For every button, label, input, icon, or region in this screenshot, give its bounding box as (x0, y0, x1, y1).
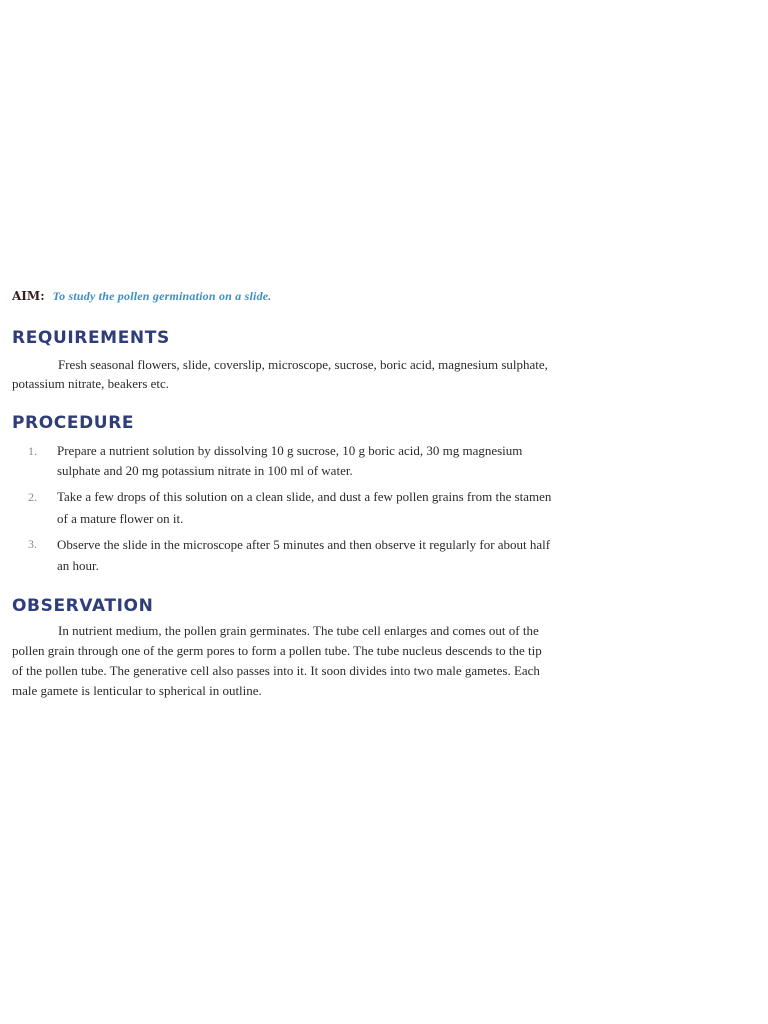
aim-label: AIM: (12, 289, 45, 303)
observation-line-4: male gamete is lenticular to spherical in outline. (12, 683, 262, 698)
aim-text: To study the pollen germination on a slide. (52, 289, 272, 303)
procedure-step-3-line-1: Observe the slide in the microscope after 5 minutes and then observe it regularly for about half (57, 537, 551, 552)
observation-line-1: In nutrient medium, the pollen grain germinates. The tube cell enlarges and comes out of the (58, 623, 539, 638)
observation-line-3: of the pollen tube. The generative cell also passes into it. It soon divides into two male gametes. Each (12, 663, 540, 678)
procedure-step-1-line-2: sulphate and 20 mg potassium nitrate in 100 ml of water. (57, 463, 353, 478)
requirements-heading: REQUIREMENTS (12, 328, 170, 348)
procedure-step-1-number: 1. (28, 444, 37, 458)
procedure-step-3-number: 3. (28, 537, 37, 551)
procedure-step-1-line-1: Prepare a nutrient solution by dissolving 10 g sucrose, 10 g boric acid, 30 mg magnesium (57, 443, 523, 458)
procedure-step-2-line-2: of a mature flower on it. (57, 511, 184, 526)
requirements-line-1: Fresh seasonal flowers, slide, coverslip, microscope, sucrose, boric acid, magnesium sulphate, (58, 357, 548, 372)
procedure-step-3-line-2: an hour. (57, 558, 99, 573)
requirements-line-2: potassium nitrate, beakers etc. (12, 376, 170, 391)
observation-line-2: pollen grain through one of the germ pores to form a pollen tube. The tube nucleus descends to the tip (12, 643, 542, 658)
procedure-heading: PROCEDURE (12, 413, 135, 433)
aim-line (12, 289, 272, 304)
procedure-step-2-line-1: Take a few drops of this solution on a clean slide, and dust a few pollen grains from the stamen (57, 489, 552, 504)
procedure-step-2-number: 2. (28, 490, 37, 504)
observation-heading: OBSERVATION (12, 596, 154, 616)
